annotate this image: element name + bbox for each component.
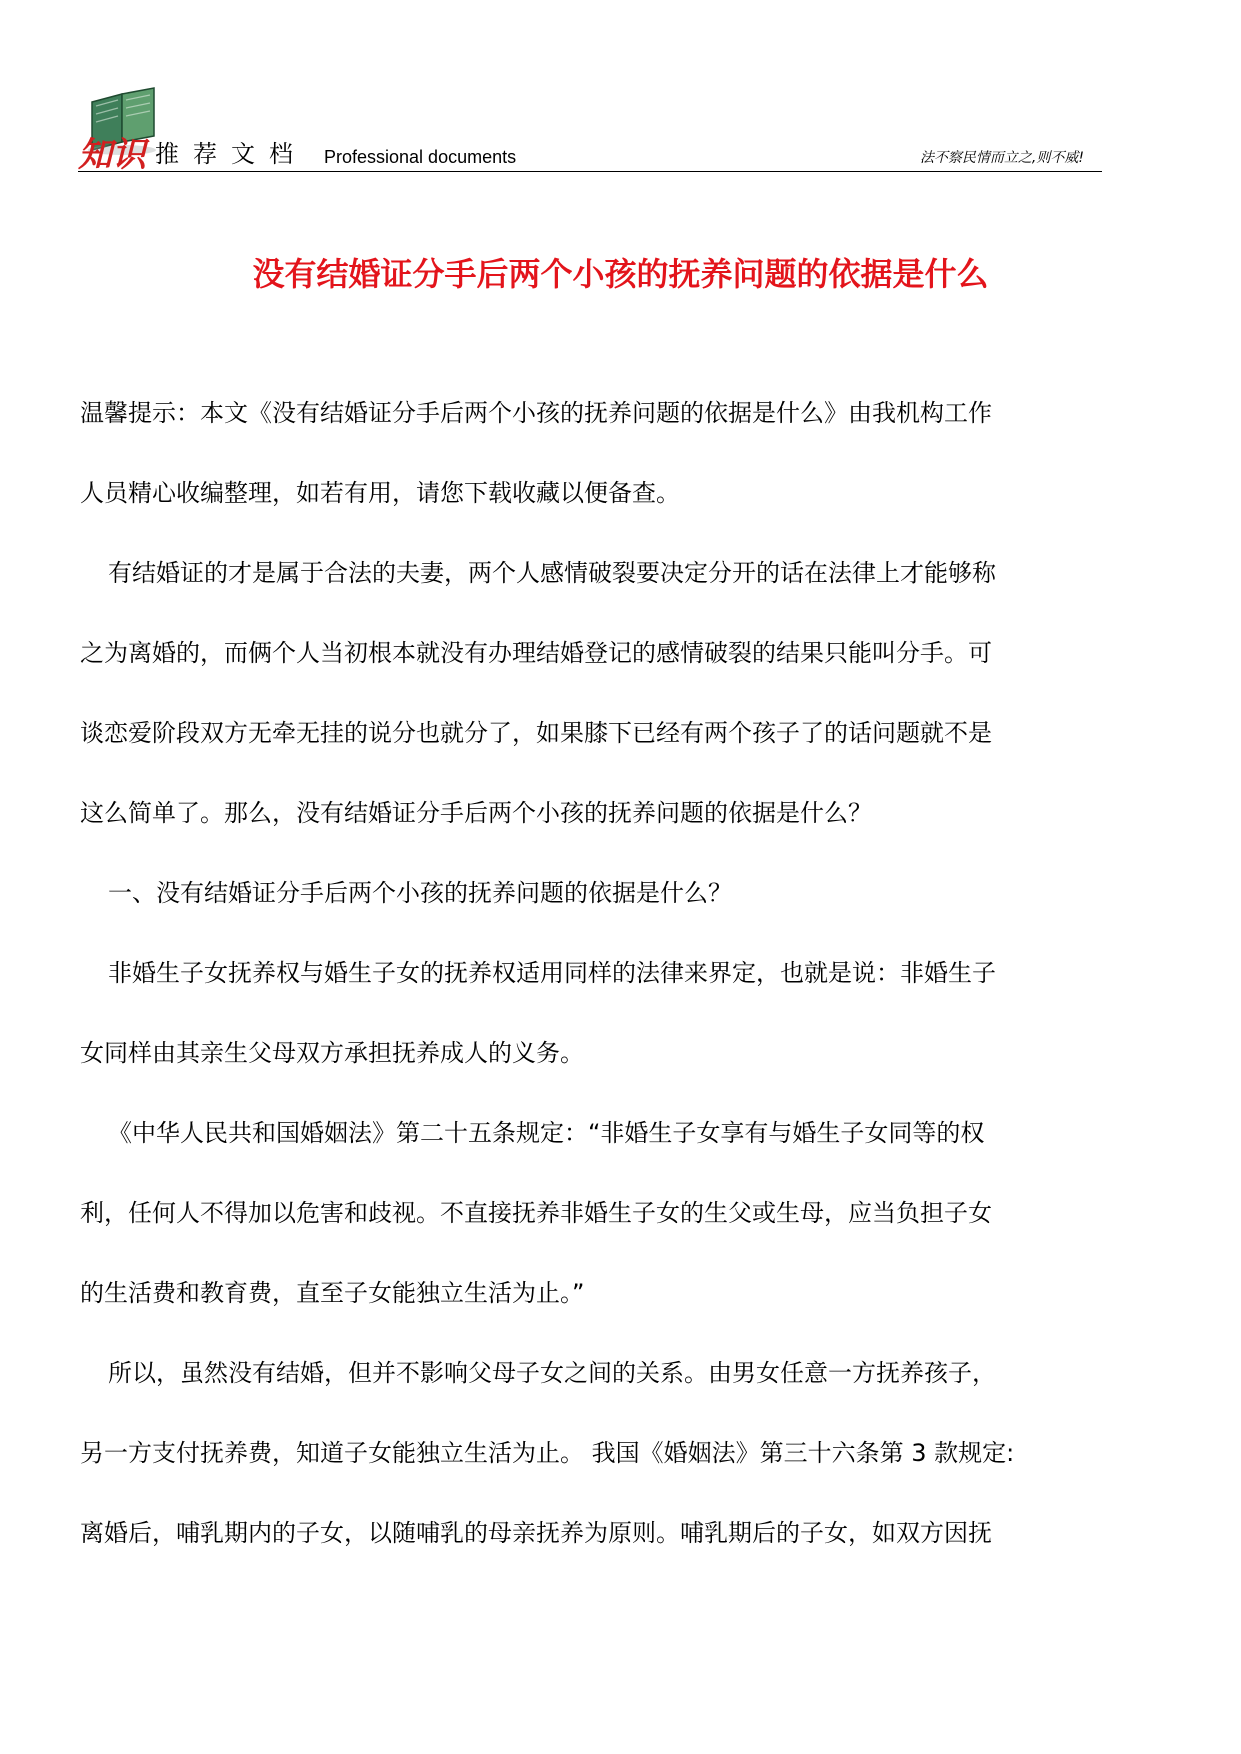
document-body xyxy=(80,387,1175,1587)
body-line: 温馨提示：本文《没有结婚证分手后两个小孩的抚养问题的依据是什么》由我机构工作 xyxy=(80,399,992,427)
body-line: 另一方支付抚养费，知道子女能独立生活为止。 我国《婚姻法》第三十六条第 3 款规定: xyxy=(80,1439,1015,1467)
document-header xyxy=(78,80,1102,178)
header-label-cn: 推荐文档 xyxy=(155,140,307,168)
body-line: 谈恋爱阶段双方无牵无挂的说分也就分了，如果膝下已经有两个孩子了的话问题就不是 xyxy=(80,719,992,747)
document-title: 没有结婚证分手后两个小孩的抚养问题的依据是什么 xyxy=(252,255,989,293)
body-line: 有结婚证的才是属于合法的夫妻，两个人感情破裂要决定分开的话在法律上才能够称 xyxy=(108,559,996,587)
body-line: 之为离婚的，而俩个人当初根本就没有办理结婚登记的感情破裂的结果只能叫分手。可 xyxy=(80,639,992,667)
header-divider xyxy=(78,171,1102,172)
body-line: 人员精心收编整理，如若有用，请您下载收藏以便备查。 xyxy=(80,479,680,507)
body-line: 离婚后，哺乳期内的子女，以随哺乳的母亲抚养为原则。哺乳期后的子女，如双方因抚 xyxy=(80,1519,992,1547)
body-line: 的生活费和教育费，直至子女能独立生活为止。” xyxy=(80,1279,585,1307)
body-line: 所以，虽然没有结婚，但并不影响父母子女之间的关系。由男女任意一方抚养孩子， xyxy=(108,1359,996,1387)
body-line: 利，任何人不得加以危害和歧视。不直接抚养非婚生子女的生父或生母，应当负担子女 xyxy=(80,1199,992,1227)
body-line: 《中华人民共和国婚姻法》第二十五条规定：“非婚生子女享有与婚生子女同等的权 xyxy=(108,1119,985,1147)
body-line: 这么简单了。那么，没有结婚证分手后两个小孩的抚养问题的依据是什么？ xyxy=(80,799,872,827)
header-label-en: Professional documents xyxy=(324,147,517,167)
body-line: 非婚生子女抚养权与婚生子女的抚养权适用同样的法律来界定，也就是说：非婚生子 xyxy=(108,959,996,987)
logo-text: 知识 xyxy=(78,135,146,175)
body-line: 女同样由其亲生父母双方承担抚养成人的义务。 xyxy=(80,1039,584,1067)
header-motto: 法不察民情而立之,则不威! xyxy=(919,150,1084,166)
body-line: 一、没有结婚证分手后两个小孩的抚养问题的依据是什么？ xyxy=(108,879,732,907)
